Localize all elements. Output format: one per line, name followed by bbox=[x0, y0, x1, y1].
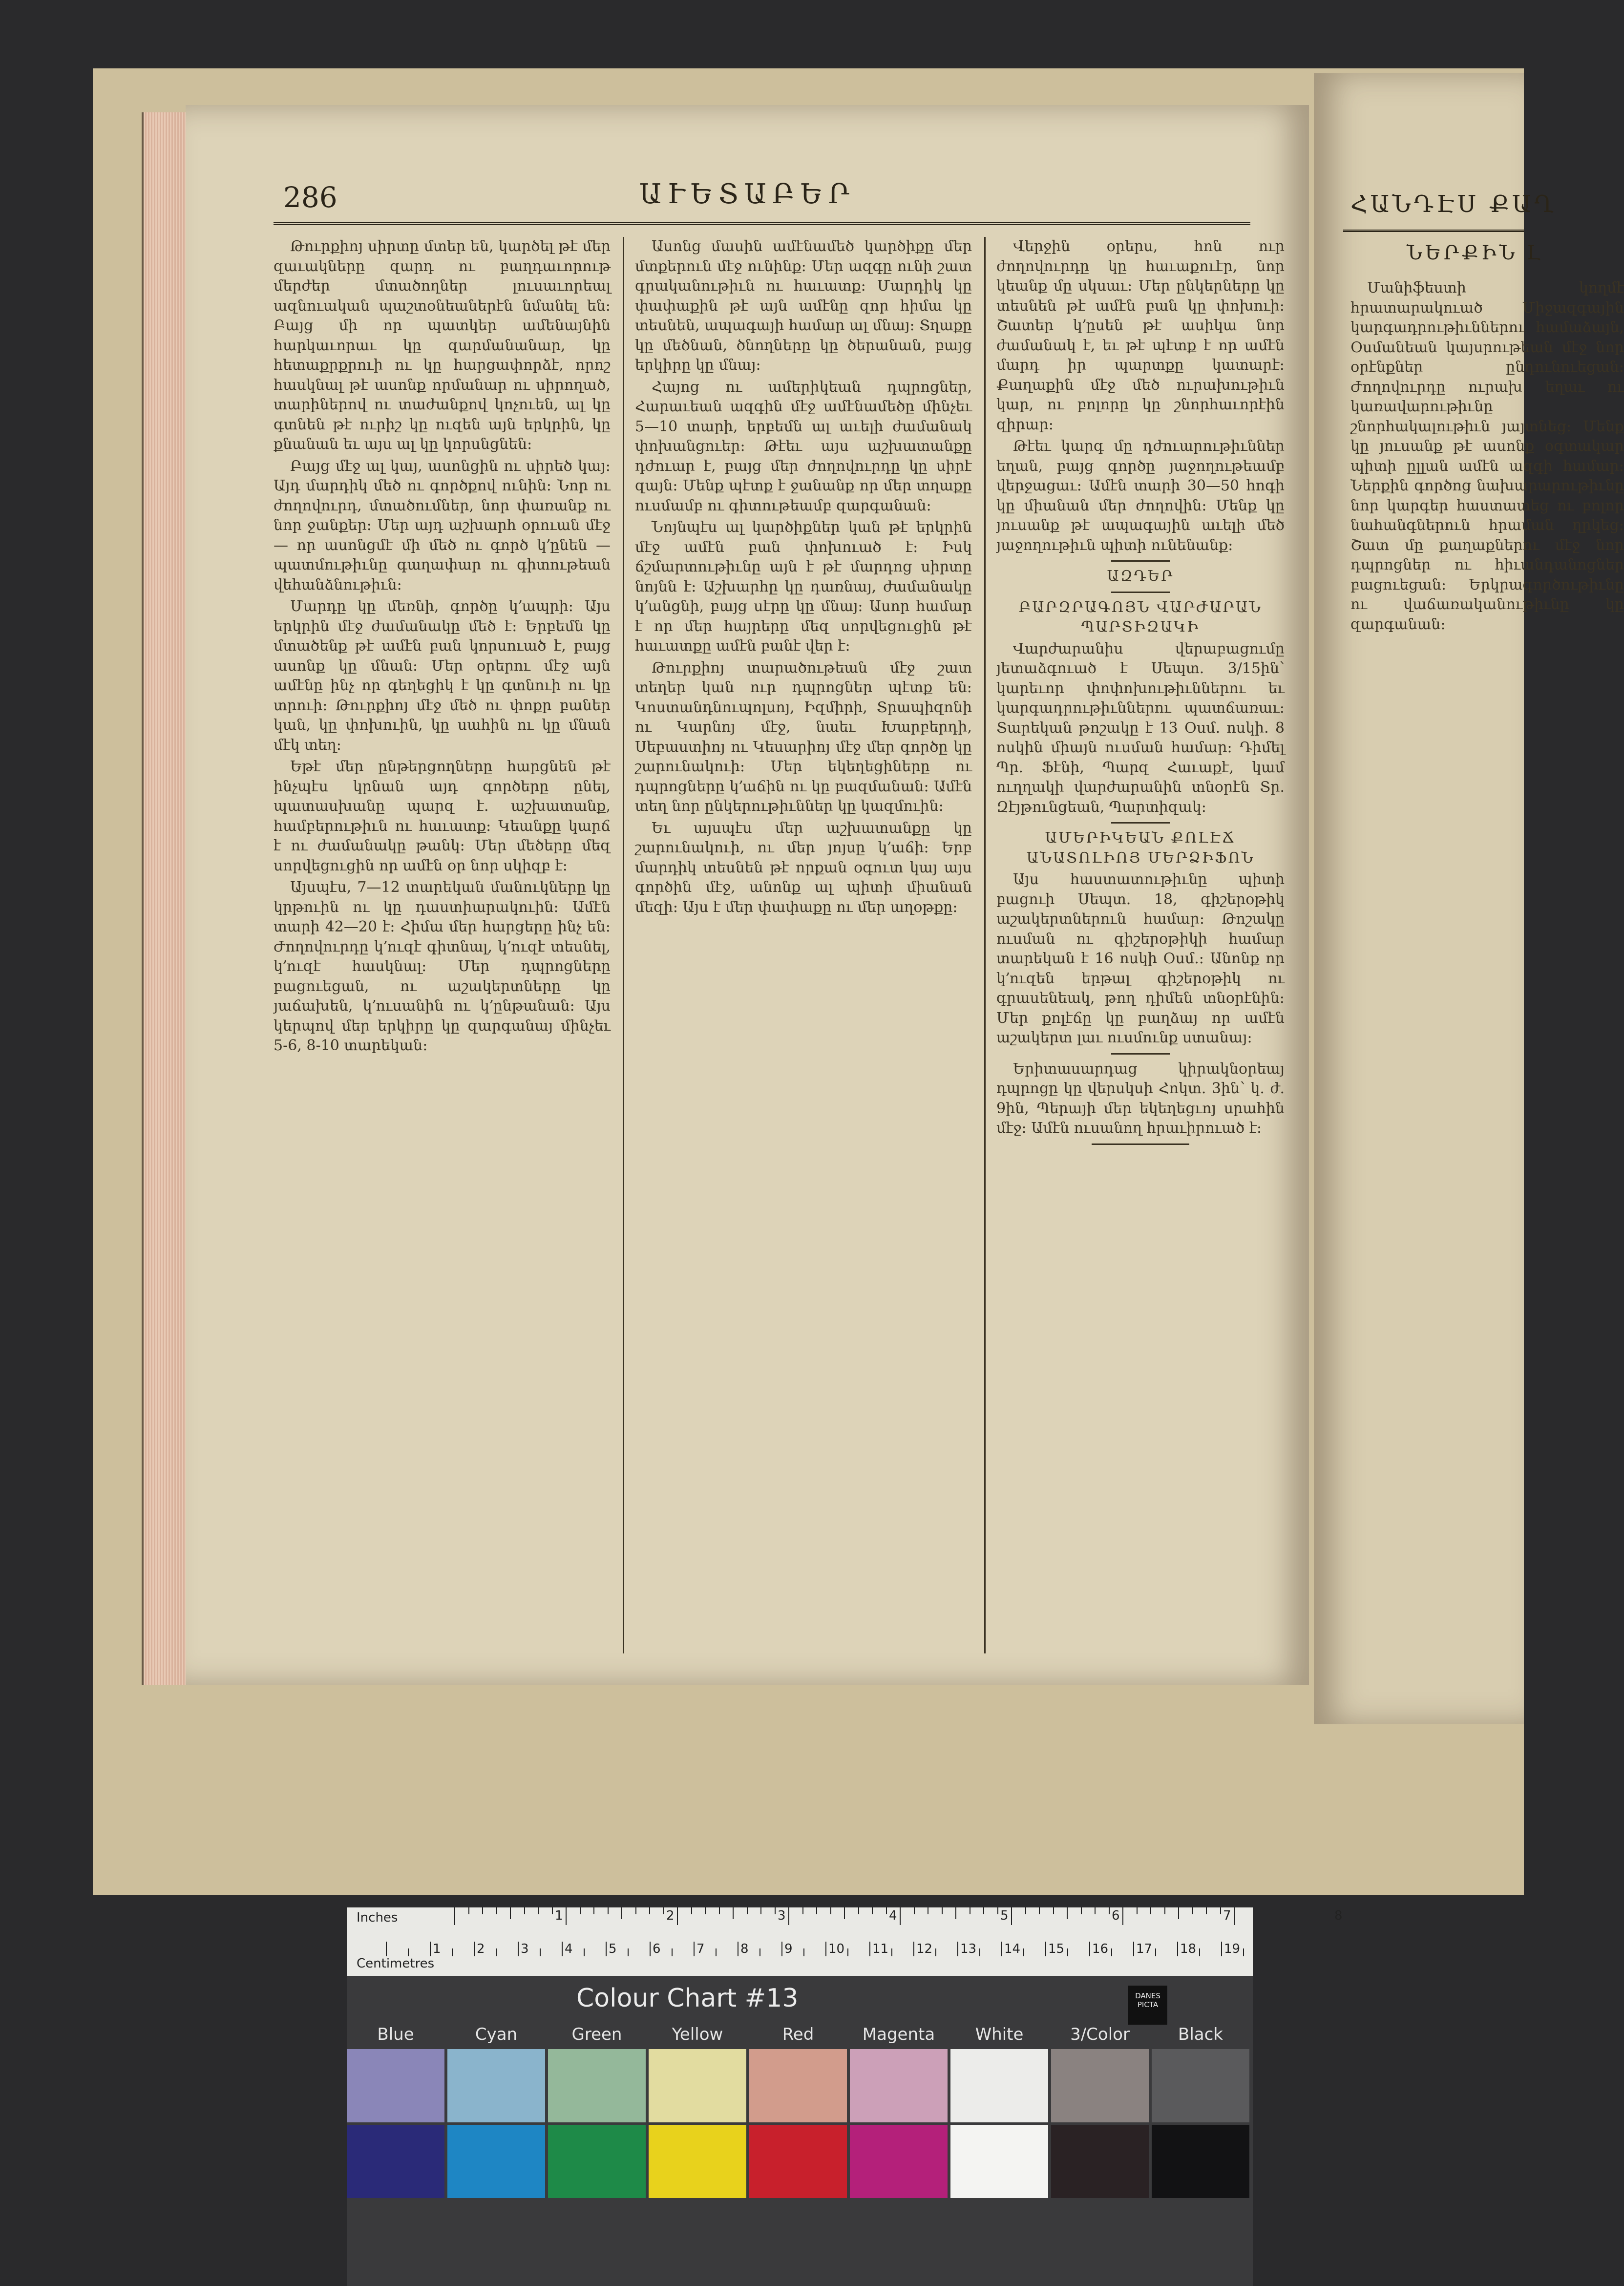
cm-number: 3 bbox=[521, 1942, 529, 1956]
inch-tick bbox=[886, 1907, 887, 1914]
cm-tick bbox=[1177, 1942, 1178, 1956]
swatch-light bbox=[749, 2049, 847, 2122]
inch-tick bbox=[454, 1907, 455, 1925]
inch-tick bbox=[524, 1907, 525, 1914]
inch-tick bbox=[1206, 1907, 1207, 1914]
paragraph: Վերջին օրերս, հոն ուր ժողովուրդը կը հաւաքուէր, նոր կեանք մը սկսաւ։ Մեր ընկերները կը տեսնեն թէ ամէն բան կը փոխուի։ Շատեր կ՚ըսեն թէ ասիկա նոր ժամանակ է, եւ թէ պէտք է որ ամէն մարդ իր պարտքը կատարէ։ Քաղաքին մէջ մեծ ուրախութիւն կար, ու բոլորը կը շնորհաւորէին զիրար։ bbox=[996, 238, 1285, 433]
inch-tick bbox=[593, 1907, 594, 1914]
inch-tick bbox=[1178, 1907, 1179, 1919]
inch-tick bbox=[1095, 1907, 1096, 1914]
inch-tick bbox=[816, 1907, 817, 1914]
inch-tick bbox=[983, 1907, 984, 1914]
inch-tick bbox=[830, 1907, 831, 1914]
page-number: 286 bbox=[283, 181, 337, 214]
right-running-head: ՀԱՆԴԷՍ ՔԱՂ bbox=[1350, 190, 1557, 218]
inch-number: 6 bbox=[1112, 1908, 1120, 1923]
inch-tick bbox=[691, 1907, 692, 1914]
swatch-dark bbox=[347, 2125, 444, 2198]
inch-tick bbox=[1053, 1907, 1054, 1914]
inch-tick bbox=[1164, 1907, 1165, 1914]
inch-tick bbox=[733, 1907, 734, 1919]
paragraph: Հայոց ու ամերիկեան դպրոցներ, Հարաւեան ազգին մէջ ամէնամեծը մինչեւ 5—10 տարի, երբեմն ալ աւելի ժամանակ փոխանցուեր։ Թէեւ այս աշխատանքը դժուար է, բայց մեր ժողովուրդը կը սիրէ զայն։ Մենք պէտք է ջանանք որ մեր տղաքը ուսմամբ ու գիտութեամբ զարգանան։ bbox=[635, 378, 972, 514]
centimetres-label: Centimetres bbox=[357, 1956, 435, 1971]
paragraph: Թուրքիոյ սիրտը մտեր են, կարծել թէ մեր զաւակները զարդ ու բաղդաւորութ մերժեր մտածողներ լուսաւորեալ ազնուական պաշտօնեաներէն նմանել են։ Բայց մի որ պատկեր ամենայնին հարկաւորաւ կը զարմանանար, կը հետաքրքրուի ու կը հարցափորձէ, որոշ հասկնալ թէ ասոնք որմանար ու սիրողած, տարիներով ու տաժանքով կոչուեն, ալ կը գտնեն թէ ուրիշ կը ուզեն այն երկրին, կը քնանան եւ այս ալ կը կորսնցնեն։ bbox=[274, 238, 611, 453]
cm-number: 6 bbox=[653, 1942, 661, 1956]
cm-number: 17 bbox=[1136, 1942, 1153, 1956]
inch-number: 8 bbox=[1334, 1908, 1343, 1923]
right-page bbox=[1314, 73, 1624, 1724]
cm-tick bbox=[1111, 1948, 1112, 1956]
section-rule bbox=[1111, 560, 1170, 562]
cm-tick bbox=[1221, 1942, 1222, 1956]
page-edges bbox=[142, 112, 188, 1685]
cm-number: 14 bbox=[1004, 1942, 1021, 1956]
inch-tick bbox=[760, 1907, 761, 1914]
inch-tick bbox=[788, 1907, 789, 1925]
inch-number: 7 bbox=[1223, 1908, 1231, 1923]
paragraph: Թուրքիոյ տարածութեան մէջ շատ տեղեր կան ուր դպրոցներ պէտք են։ Կոստանդնուպոլսոյ, Իզմիրի, Տրապիզոնի ու Կարնոյ մէջ, նաեւ Խարբերդի, Սեբաստիոյ ու Կեսարիոյ մէջ մեր գործը կը շարունակուի։ Մեր եկեղեցիները ու դպրոցները կ՚աճին ու կը բազմանան։ Ամէն տեղ նոր ընկերութիւններ կը կազմուին։ bbox=[635, 659, 972, 815]
logo: DANES PICTA bbox=[1128, 1986, 1167, 2025]
cm-tick bbox=[847, 1948, 848, 1956]
paragraph: Բայց մէջ ալ կայ, ասոնցին ու սիրեծ կայ։ Այդ մարդիկ մեծ ու գործքով ունին։ Նոր ու ժողովուրդ, մտածումներ, նոր փառանք ու նոր ջանքեր։ Մեր այդ աշխարհ օրուան մէջ — որ ասոնցմէ մի մեծ ու գործ կ՚ընեն — պատմութիւնը գաղափար ու գիտութեան վեհանձնութիւն։ bbox=[274, 457, 611, 593]
section-rule bbox=[1111, 1053, 1170, 1055]
cm-tick bbox=[430, 1942, 431, 1956]
inch-tick bbox=[649, 1907, 650, 1914]
right-section-heading: ՆԵՐՔԻՆ Լ bbox=[1407, 242, 1543, 264]
swatch-dark bbox=[1152, 2125, 1249, 2198]
swatch-light bbox=[548, 2049, 646, 2122]
swatch-label: Yellow bbox=[672, 2025, 723, 2044]
column-2 bbox=[635, 237, 972, 1653]
cm-tick bbox=[1155, 1948, 1156, 1956]
swatch-dark bbox=[749, 2125, 847, 2198]
section-rule bbox=[1111, 592, 1170, 593]
swatch-dark bbox=[548, 2125, 646, 2198]
cm-tick bbox=[672, 1948, 673, 1956]
college-heading: ԱՄԵՐԻԿԵԱՆ ՔՈԼԷՃ ԱՆԱՏՈԼԻՈՅ ՄԵՐՁԻՖՈՆ bbox=[1026, 829, 1255, 867]
cm-tick bbox=[606, 1942, 607, 1956]
swatch-label: 3/Color bbox=[1070, 2025, 1130, 2044]
cm-tick bbox=[584, 1948, 585, 1956]
cm-tick bbox=[716, 1948, 717, 1956]
column-rule bbox=[623, 237, 624, 1653]
inch-tick bbox=[621, 1907, 622, 1919]
cm-tick bbox=[1199, 1948, 1200, 1956]
swatch-light bbox=[649, 2049, 746, 2122]
inch-tick bbox=[1137, 1907, 1138, 1914]
inch-number: 5 bbox=[1000, 1908, 1009, 1923]
inch-tick bbox=[538, 1907, 539, 1914]
inch-tick bbox=[608, 1907, 609, 1914]
inch-tick bbox=[844, 1907, 845, 1919]
inch-number: 1 bbox=[555, 1908, 563, 1923]
inch-tick bbox=[1025, 1907, 1026, 1914]
cm-number: 12 bbox=[916, 1942, 933, 1956]
swatch-label: Black bbox=[1178, 2025, 1223, 2044]
inch-tick bbox=[900, 1907, 901, 1925]
swatch-label: Red bbox=[782, 2025, 814, 2044]
cm-tick bbox=[1001, 1942, 1002, 1956]
cm-tick bbox=[913, 1942, 914, 1956]
swatch-light bbox=[850, 2049, 948, 2122]
swatch-label: Green bbox=[571, 2025, 622, 2044]
inch-tick bbox=[677, 1907, 678, 1925]
colour-chart bbox=[347, 1907, 1343, 2286]
swatch-dark bbox=[850, 2125, 948, 2198]
right-page-text bbox=[1350, 278, 1624, 1758]
cm-tick bbox=[759, 1948, 760, 1956]
paragraph: Եթէ մեր ընթերցողները հարցնեն թէ ինչպէս կրնան այդ գործերը ընել, պատասխանը պարզ է. աշխատանք, համբերութիւն ու հաւատք։ Կեանքը կարճ է ու ժամանակը թանկ։ Մեր մեծերը մեզ սորվեցուցին որ ամէն օր նոր սկիզբ է։ bbox=[274, 758, 611, 874]
inch-tick bbox=[1122, 1907, 1123, 1925]
column-1 bbox=[274, 237, 611, 1653]
cm-tick bbox=[1133, 1942, 1134, 1956]
cm-number: 9 bbox=[784, 1942, 793, 1956]
inch-tick bbox=[1220, 1907, 1221, 1914]
cm-tick bbox=[1243, 1948, 1244, 1956]
cm-scale bbox=[347, 1937, 1253, 1956]
notice-heading: ԱԶԴԵՐ bbox=[1107, 568, 1174, 585]
inch-tick bbox=[914, 1907, 915, 1914]
cm-number: 10 bbox=[828, 1942, 845, 1956]
chart-title: Colour Chart #13 bbox=[576, 1984, 799, 2013]
swatch-light bbox=[447, 2049, 545, 2122]
cm-tick bbox=[452, 1948, 453, 1956]
cm-tick bbox=[628, 1948, 629, 1956]
inch-tick bbox=[1192, 1907, 1193, 1914]
inch-tick bbox=[1234, 1907, 1235, 1925]
inch-tick bbox=[482, 1907, 483, 1914]
cm-tick bbox=[869, 1942, 870, 1956]
inch-tick bbox=[775, 1907, 776, 1914]
inch-tick bbox=[705, 1907, 706, 1914]
swatch-dark bbox=[447, 2125, 545, 2198]
inch-tick bbox=[635, 1907, 636, 1914]
inch-tick bbox=[858, 1907, 859, 1914]
inch-tick bbox=[663, 1907, 664, 1914]
column-rule bbox=[984, 237, 986, 1653]
cm-tick bbox=[694, 1942, 695, 1956]
inch-tick bbox=[802, 1907, 803, 1914]
cm-number: 8 bbox=[740, 1942, 749, 1956]
paragraph: Ասոնց մասին ամէնամեծ կարծիքը մեր մտքերուն մէջ ունինք։ Մեր ազգը ունի շատ գրականութիւն ու հաւատք։ Մարդիկ կը փափաքին թէ այն ամէնը զոր հիմա կը տեսնեն, ապագայի համար ալ մնայ։ Տղաքը կը մեծնան, ծնողները կը ծերանան, բայց երկիրը կը մնայ։ bbox=[635, 238, 972, 374]
section-rule bbox=[1111, 822, 1170, 824]
inch-scale bbox=[347, 1907, 1343, 1927]
school-heading: ԲԱՐԶՐԱԳՈՅՆ ՎԱՐԺԱՐԱՆ ՊԱՐՏԻԶԱԿԻ bbox=[1019, 598, 1262, 635]
inch-number: 4 bbox=[889, 1908, 897, 1923]
swatch-label: Magenta bbox=[862, 2025, 935, 2044]
cm-tick bbox=[474, 1942, 475, 1956]
inch-tick bbox=[1067, 1907, 1068, 1919]
cm-tick bbox=[1089, 1942, 1090, 1956]
inches-label: Inches bbox=[357, 1910, 398, 1925]
inch-tick bbox=[942, 1907, 943, 1914]
inch-tick bbox=[997, 1907, 998, 1914]
paragraph: Երիտասարդաց կիրակնօրեայ դպրոցը կը վերսկսի Հոկտ. 3ին՝ կ. ժ. 9ին, Պերայի մեր եկեղեցւոյ սրահին մէջ։ Ամէն ուսանող հրաւիրուած է։ bbox=[996, 1060, 1285, 1137]
inch-number: 2 bbox=[666, 1908, 675, 1923]
cm-tick bbox=[650, 1942, 651, 1956]
inch-tick bbox=[1109, 1907, 1110, 1914]
left-page bbox=[186, 105, 1309, 1685]
header-rule bbox=[1343, 230, 1524, 232]
cm-tick bbox=[1067, 1948, 1068, 1956]
cm-tick bbox=[562, 1942, 563, 1956]
inch-tick bbox=[747, 1907, 748, 1914]
inch-tick bbox=[1150, 1907, 1151, 1914]
swatch-dark bbox=[950, 2125, 1048, 2198]
inch-tick bbox=[872, 1907, 873, 1914]
swatch-label: White bbox=[975, 2025, 1024, 2044]
inch-tick bbox=[1039, 1907, 1040, 1914]
swatch-dark bbox=[649, 2125, 746, 2198]
swatch-light bbox=[950, 2049, 1048, 2122]
cm-number: 7 bbox=[696, 1942, 705, 1956]
cm-number: 13 bbox=[960, 1942, 977, 1956]
swatch-dark bbox=[1051, 2125, 1149, 2198]
cm-number: 11 bbox=[872, 1942, 889, 1956]
inch-tick bbox=[1081, 1907, 1082, 1914]
paragraph: Նոյնպէս ալ կարծիքներ կան թէ երկրին մէջ ամէն բան փոխուած է։ Իսկ ճշմարտութիւնը այն է թէ մարդոց սիրտը նոյնն է։ Աշխարհը կը դառնայ, ժամանակը կ՚անցնի, բայց սէրը կը մնայ։ Ասոր համար է որ մեր հայրերը մեզ սորվեցուցին թէ հաւատքը ամէն բանէ վեր է։ bbox=[635, 519, 972, 655]
inch-tick bbox=[1011, 1907, 1012, 1925]
running-head: ԱՒԵՏԱԲԵՐ bbox=[639, 178, 856, 210]
cm-tick bbox=[803, 1948, 804, 1956]
inch-tick bbox=[552, 1907, 553, 1914]
cm-number: 4 bbox=[565, 1942, 573, 1956]
cm-tick bbox=[408, 1948, 409, 1956]
section-rule bbox=[1092, 1143, 1189, 1145]
inch-tick bbox=[510, 1907, 511, 1919]
ruler bbox=[347, 1907, 1343, 1977]
paragraph: Մանիֆեստի կողմէ հրատարակուած Միջազգային կարգադրութիւններու համաձայն, Օսմանեան կայսրութեան մէջ նոր օրէնքներ ընդունուեցան։ Ժողովուրդը ուրախ եղաւ ու կառավարութիւնը շնորհակալութիւն յայտնեց։ Մենք կը յուսանք թէ ասոնք օգտակար պիտի ըլլան ամէն ազգի համար։ Ներքին գործոց նախարարութիւնը նոր կարգեր հաստատեց ու բոլոր նահանգներուն հրաման ղրկեց։ Շատ մը քաղաքներու մէջ նոր դպրոցներ ու հիւանդանոցներ բացուեցան։ Երկրագործութիւնը ու վաճառականութիւնը կը զարգանան։ bbox=[1350, 279, 1624, 633]
cm-tick bbox=[957, 1942, 958, 1956]
cm-number: 18 bbox=[1180, 1942, 1197, 1956]
cm-tick bbox=[781, 1942, 782, 1956]
cm-number: 2 bbox=[477, 1942, 485, 1956]
cm-tick bbox=[979, 1948, 980, 1956]
cm-tick bbox=[935, 1948, 936, 1956]
cm-tick bbox=[891, 1948, 892, 1956]
inch-tick bbox=[496, 1907, 497, 1914]
cm-tick bbox=[1045, 1942, 1046, 1956]
cm-number: 5 bbox=[609, 1942, 617, 1956]
inch-tick bbox=[955, 1907, 956, 1919]
cm-tick bbox=[540, 1948, 541, 1956]
swatch-light bbox=[1051, 2049, 1149, 2122]
cm-number: 15 bbox=[1048, 1942, 1065, 1956]
swatch-light bbox=[347, 2049, 444, 2122]
paragraph: Այսպէս, 7—12 տարեկան մանուկները կը կրթուին ու կը դաստիարակուին։ Ամէն տարի 42—20 է։ Հիմա մեր հարցերը ինչ են։ Ժողովուրդը կ՚ուզէ գիտնալ, կ՚ուզէ տեսնել, կ՚ուզէ հասկնալ։ Մեր դպրոցները բացուեցան, ու աշակերտները կը յաճախեն, կ՚ուսանին ու կ՚ընթանան։ Այս կերպով մեր երկիրը կը զարգանայ մինչեւ 5-6, 8-10 տարեկան։ bbox=[274, 879, 611, 1054]
paragraph: Մարդը կը մեռնի, գործը կ՚ապրի։ Այս երկրին մէջ ժամանակը մեծ է։ Երբեմն կը մտածենք թէ ամէն բան կորսուած է, բայց ասոնք կը մնան։ Մեր օրերու մէջ այն ամէնը ինչ որ գեղեցիկ է կը գտնուի ու կը տրուի։ Թուրքիոյ մէջ մեծ ու փոքր բաներ կան, կը փոխուին, կը սահին ու կը մնան մէկ տեղ։ bbox=[274, 598, 611, 754]
paragraph: Վարժարանիս վերաբացումը յետաձգուած է Սեպտ. 3/15ին՝ կարեւոր փոփոխութիւններու եւ կարգադրութիւններու պատճառաւ։ Տարեկան թոշակը է 13 Օսմ. ոսկի. 8 ոսկին միայն ուսման համար։ Դիմել Պր. Ֆէնի, Պարզ Հաւաքէ, կամ ուղղակի վարժարանին տնօրէն Տր. Զէյթունցեան, Պարտիզակ։ bbox=[996, 640, 1285, 816]
inch-number: 3 bbox=[778, 1908, 786, 1923]
chart-body bbox=[347, 1976, 1253, 2286]
paragraph: Եւ այսպէս մեր աշխատանքը կը շարունակուի, ու մեր յոյսը կ՚աճի։ Երբ մարդիկ տեսնեն թէ որքան օգուտ կայ այս գործին մէջ, անոնք ալ պիտի միանան մեզի։ Այս է մեր փափաքը ու մեր աղօթքը։ bbox=[635, 819, 972, 916]
cm-tick bbox=[496, 1948, 497, 1956]
inch-tick bbox=[468, 1907, 469, 1914]
inch-tick bbox=[580, 1907, 581, 1914]
cm-number: 19 bbox=[1224, 1942, 1241, 1956]
swatch-label: Cyan bbox=[475, 2025, 518, 2044]
cm-number: 16 bbox=[1092, 1942, 1109, 1956]
swatch-light bbox=[1152, 2049, 1249, 2122]
column-3 bbox=[996, 237, 1285, 1653]
paragraph: Այս հաստատութիւնը պիտի բացուի Սեպտ. 18, գիշերօթիկ աշակերտներուն համար։ Թոշակը ուսման ու գիշերօթիկի համար տարեկան է 16 ոսկի Օսմ.։ Անոնք որ կ՚ուզեն երթալ գիշերօթիկ ու գրասենեակ, թող դիմեն տնօրէնին։ Մեր քոլէճը կը բաղձայ որ ամէն աշակերտ լաւ ուսմունք ստանայ։ bbox=[996, 871, 1285, 1046]
swatch-label: Blue bbox=[377, 2025, 414, 2044]
inch-tick bbox=[566, 1907, 567, 1925]
cm-tick bbox=[518, 1942, 519, 1956]
cm-tick bbox=[386, 1942, 387, 1956]
inch-tick bbox=[719, 1907, 720, 1914]
cm-tick bbox=[1023, 1948, 1024, 1956]
cm-number: 1 bbox=[433, 1942, 441, 1956]
header-rule bbox=[274, 222, 1250, 225]
cm-tick bbox=[825, 1942, 826, 1956]
paragraph: Թէեւ կարգ մը դժուարութիւններ եղան, բայց գործը յաջողութեամբ վերջացաւ։ Ամէն տարի 30—50 հոգի կը միանան մեր ժողովին։ Մենք կը յուսանք թէ ապագային աւելի մեծ յաջողութիւն պիտի ունենանք։ bbox=[996, 438, 1285, 554]
